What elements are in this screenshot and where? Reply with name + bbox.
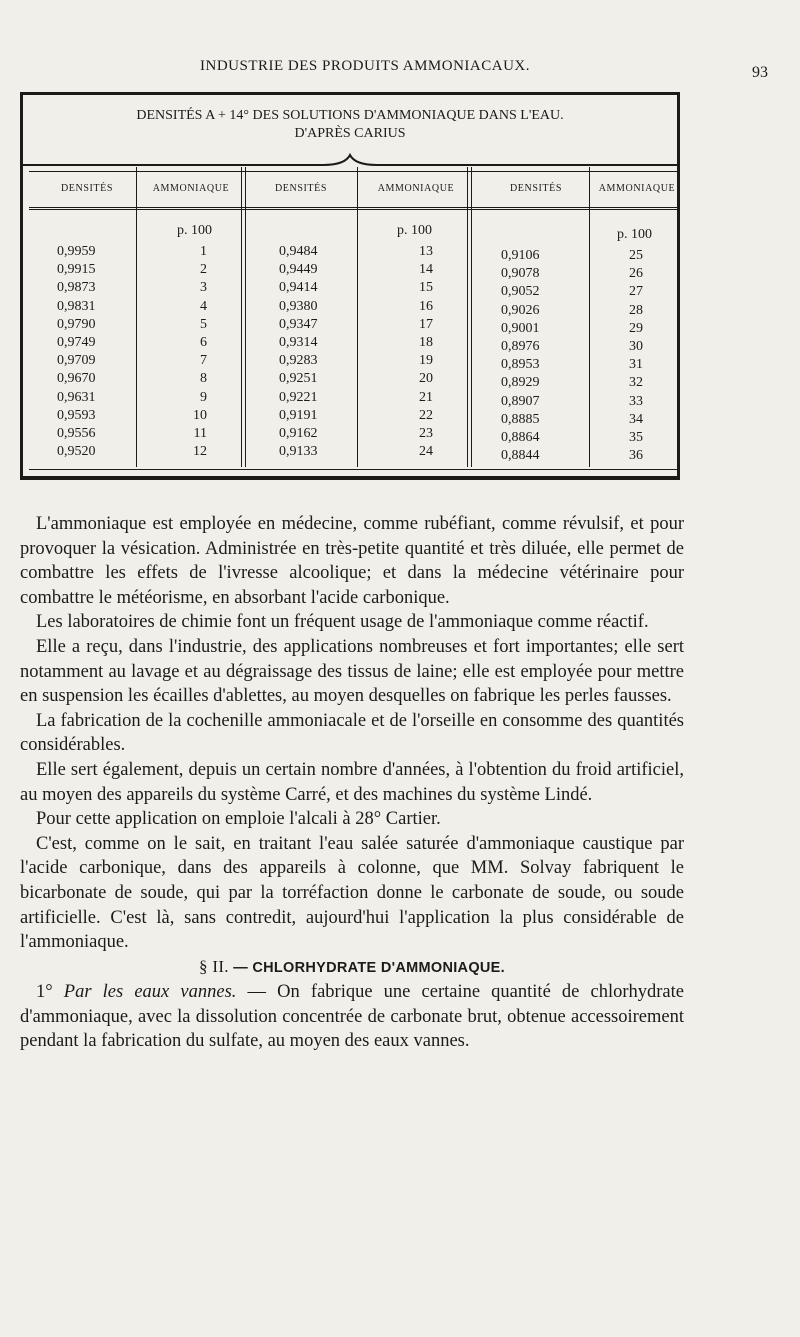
table-body: [23, 243, 677, 463]
density-cell: 0,9593: [57, 407, 96, 423]
density-cell: 0,9162: [279, 426, 318, 442]
ammonia-cell: 33: [629, 393, 643, 409]
density-cell: 0,9520: [57, 444, 96, 460]
header-density-1: DENSITÉS: [60, 183, 114, 194]
ammonia-column-1: [179, 243, 207, 461]
unit-label-3: p. 100: [617, 227, 652, 242]
density-cell: 0,9831: [57, 298, 96, 314]
header-density-3: DENSITÉS: [509, 183, 563, 194]
paragraph-6: Pour cette application on emploie l'alcali à 28° Cartier.: [36, 809, 441, 830]
ammonia-cell: 24: [419, 444, 433, 460]
density-cell: 0,9915: [57, 262, 96, 278]
running-head: [0, 58, 800, 80]
unit-label-1: p. 100: [177, 223, 212, 238]
rule-bottom: [29, 469, 677, 470]
ammonia-column-3: [619, 247, 643, 465]
density-cell: 0,9191: [279, 407, 318, 423]
paragraph-2: Les laboratoires de chimie font un fréquent usage de l'ammoniaque comme réactif.: [36, 612, 649, 633]
density-column-2: [279, 243, 318, 461]
ammonia-cell: 20: [419, 371, 433, 387]
ammonia-cell: 1: [200, 244, 207, 259]
ammonia-cell: 25: [629, 248, 643, 263]
density-cell: 0,9026: [501, 302, 540, 318]
density-cell: 0,9790: [57, 316, 96, 332]
paragraph-8-rest: — On fabrique une certaine quantité de chlorhydrate d'ammoniaque, avec la dissolution concentrée de carbonate brut, obtenue accessoirement pendant la fabrication du sulfate, au moyen des eaux vannes.: [20, 982, 684, 1052]
density-column-1: [57, 243, 96, 461]
paragraph-7: C'est, comme on le sait, en traitant l'eau salée saturée d'ammoniaque caustique par l'acide carbonique, dans des appareils à colonne, que MM. Solvay fabriquent le bicarbonate de soude, qui par la torréfaction donne le carbonate de soude, ou soude artificielle. C'est là, sans contredit, aujourd'hui l'application la plus considérable de l'ammoniaque.: [20, 833, 684, 953]
ammonia-cell: 2: [200, 262, 207, 278]
ammonia-cell: 8: [200, 371, 207, 387]
ammonia-cell: 31: [629, 357, 643, 373]
paragraph-1: L'ammoniaque est employée en médecine, comme rubéfiant, comme révulsif, et pour provoquer la vésication. Administrée en très-petite quantité et très diluée, elle permet de combattre les effets de l'ivresse alcoolique; et dans la médecine vétérinaire pour combattre le météorisme, en absorbant l'acide carbonique.: [20, 514, 684, 608]
ammonia-cell: 7: [200, 353, 207, 369]
density-cell: 0,9556: [57, 426, 96, 442]
ammonia-cell: 21: [419, 389, 433, 405]
density-cell: 0,9959: [57, 244, 96, 259]
table-title-line-1: DENSITÉS A + 14° DES SOLUTIONS D'AMMONIAQUE DANS L'EAU.: [136, 108, 564, 123]
section-title: — CHLORHYDRATE D'AMMONIAQUE.: [233, 959, 505, 976]
ammonia-cell: 5: [200, 316, 207, 332]
column-headers: [23, 177, 677, 201]
ammonia-cell: 4: [200, 298, 207, 314]
density-cell: 0,9314: [279, 335, 318, 351]
density-cell: 0,9709: [57, 353, 96, 369]
ammonia-cell: 16: [419, 298, 433, 314]
ammonia-cell: 30: [629, 339, 643, 355]
header-ammonia-1: AMMONIAQUE: [152, 183, 230, 194]
section-mark: § II.: [199, 956, 229, 976]
ammonia-cell: 10: [193, 407, 207, 423]
density-column-3: [501, 247, 540, 465]
ammonia-cell: 23: [419, 426, 433, 442]
ammonia-cell: 35: [629, 430, 643, 446]
density-cell: 0,9221: [279, 389, 318, 405]
rule-top: [29, 171, 677, 172]
density-table: [20, 92, 680, 480]
density-cell: 0,9001: [501, 320, 540, 336]
ammonia-cell: 12: [193, 444, 207, 460]
density-cell: 0,8844: [501, 448, 540, 464]
density-cell: 0,8864: [501, 430, 540, 446]
paragraph-4: La fabrication de la cochenille ammoniacale et de l'orseille en consomme des quantités considérables.: [20, 710, 684, 756]
header-ammonia-3: AMMONIAQUE: [598, 183, 676, 194]
rule-under-headers-2: [29, 209, 677, 210]
body-text: [20, 512, 684, 1054]
paragraph-8: [20, 980, 684, 1054]
density-cell: 0,9283: [279, 353, 318, 369]
section-heading: [20, 955, 684, 981]
header-ammonia-2: AMMONIAQUE: [377, 183, 455, 194]
ammonia-cell: 32: [629, 375, 643, 391]
density-cell: 0,9670: [57, 371, 96, 387]
density-cell: 0,9078: [501, 266, 540, 282]
ammonia-cell: 14: [419, 262, 433, 278]
density-cell: 0,9380: [279, 298, 318, 314]
ammonia-cell: 28: [629, 302, 643, 318]
paragraph-8-italic: Par les eaux vannes.: [63, 982, 237, 1003]
density-cell: 0,8907: [501, 393, 540, 409]
ammonia-cell: 17: [419, 316, 433, 332]
unit-label-2: p. 100: [397, 223, 432, 238]
density-cell: 0,8953: [501, 357, 540, 373]
ammonia-cell: 29: [629, 320, 643, 336]
ammonia-cell: 34: [629, 411, 643, 427]
density-cell: 0,9251: [279, 371, 318, 387]
paragraph-3: Elle a reçu, dans l'industrie, des applications nombreuses et fort importantes; elle sert notamment au lavage et au dégraissage des tissus de laine; elle est employée pour mettre en suspension les écailles d'ablettes, au moyen desquelles on fabrique les perles fausses.: [20, 636, 684, 707]
header-density-2: DENSITÉS: [274, 183, 328, 194]
density-cell: 0,9414: [279, 280, 318, 296]
ammonia-cell: 19: [419, 353, 433, 369]
ammonia-cell: 18: [419, 335, 433, 351]
table-title: [23, 107, 677, 143]
running-title: INDUSTRIE DES PRODUITS AMMONIACAUX.: [200, 58, 531, 74]
ammonia-cell: 13: [419, 244, 433, 259]
density-cell: 0,9631: [57, 389, 96, 405]
density-cell: 0,9873: [57, 280, 96, 296]
ammonia-cell: 3: [200, 280, 207, 296]
ammonia-cell: 36: [629, 448, 643, 464]
ammonia-cell: 11: [193, 426, 207, 442]
paragraph-5: Elle sert également, depuis un certain nombre d'années, à l'obtention du froid artificiel, au moyen des appareils du système Carré, et des machines du système Lindé.: [20, 759, 684, 805]
paragraph-8-lead: 1°: [36, 982, 64, 1003]
density-cell: 0,9133: [279, 444, 318, 460]
ammonia-cell: 22: [419, 407, 433, 423]
density-cell: 0,9106: [501, 248, 540, 263]
rule-under-headers: [29, 207, 677, 208]
density-cell: 0,8885: [501, 411, 540, 427]
ammonia-column-2: [397, 243, 433, 461]
density-cell: 0,8929: [501, 375, 540, 391]
density-cell: 0,9449: [279, 262, 318, 278]
density-cell: 0,9749: [57, 335, 96, 351]
density-cell: 0,9347: [279, 316, 318, 332]
ammonia-cell: 26: [629, 266, 643, 282]
density-cell: 0,9484: [279, 244, 318, 259]
table-title-line-2: D'APRÈS CARIUS: [294, 126, 406, 141]
ammonia-cell: 9: [200, 389, 207, 405]
density-cell: 0,9052: [501, 284, 540, 300]
ammonia-cell: 27: [629, 284, 643, 300]
density-cell: 0,8976: [501, 339, 540, 355]
unit-row: [23, 223, 677, 243]
page-number: 93: [752, 64, 768, 81]
brace-rule: [23, 153, 677, 167]
ammonia-cell: 6: [200, 335, 207, 351]
ammonia-cell: 15: [419, 280, 433, 296]
